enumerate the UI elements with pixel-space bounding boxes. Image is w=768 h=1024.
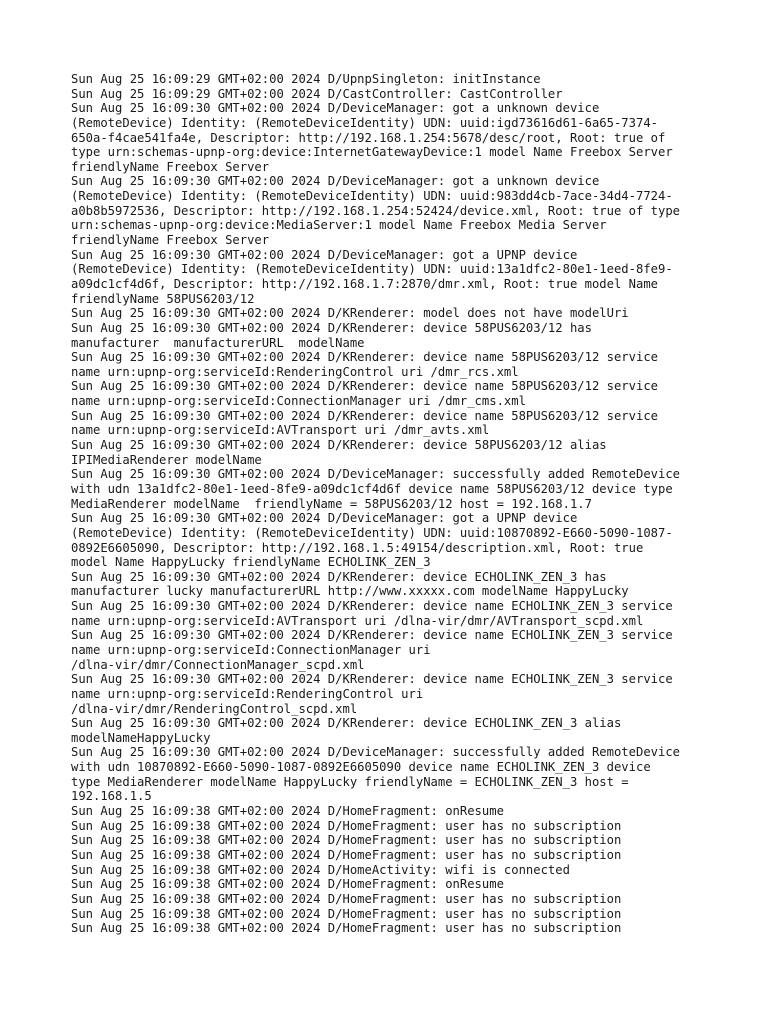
log-line: Sun Aug 25 16:09:38 GMT+02:00 2024 D/HomeFragment: user has no subscription	[71, 921, 622, 936]
log-line: name urn:upnp-org:serviceId:RenderingControl uri /dmr_rcs.xml	[71, 364, 519, 379]
log-line: urn:schemas-upnp-org:device:MediaServer:1 model Name Freebox Media Server	[71, 218, 607, 233]
log-line: Sun Aug 25 16:09:30 GMT+02:00 2024 D/KRenderer: device name 58PUS6203/12 service	[71, 379, 658, 394]
log-line: with udn 13a1dfc2-80e1-1eed-8fe9-a09dc1cf4d6f device name 58PUS6203/12 device type	[71, 481, 673, 496]
log-line: Sun Aug 25 16:09:30 GMT+02:00 2024 D/KRenderer: device name ECHOLINK_ZEN_3 service	[71, 599, 673, 614]
log-line: (RemoteDevice) Identity: (RemoteDeviceIdentity) UDN: uuid:13a1dfc2-80e1-1eed-8fe9-	[71, 262, 673, 277]
log-line: Sun Aug 25 16:09:38 GMT+02:00 2024 D/HomeFragment: user has no subscription	[71, 833, 622, 848]
log-line: Sun Aug 25 16:09:30 GMT+02:00 2024 D/KRenderer: device ECHOLINK_ZEN_3 alias	[71, 716, 622, 731]
log-line: 192.168.1.5	[71, 789, 152, 804]
log-line: Sun Aug 25 16:09:30 GMT+02:00 2024 D/KRenderer: device name ECHOLINK_ZEN_3 service	[71, 672, 673, 687]
log-line: modelNameHappyLucky	[71, 730, 211, 745]
log-line: Sun Aug 25 16:09:29 GMT+02:00 2024 D/CastController: CastController	[71, 86, 563, 101]
log-line: name urn:upnp-org:serviceId:RenderingControl uri	[71, 686, 424, 701]
log-line: manufacturer manufacturerURL modelName	[71, 335, 365, 350]
log-line: Sun Aug 25 16:09:38 GMT+02:00 2024 D/HomeFragment: onResume	[71, 877, 504, 892]
log-line: Sun Aug 25 16:09:30 GMT+02:00 2024 D/KRenderer: device name ECHOLINK_ZEN_3 service	[71, 628, 673, 643]
log-line: 650a-f4cae541fa4e, Descriptor: http://192.168.1.254:5678/desc/root, Root: true of	[71, 130, 666, 145]
log-line: Sun Aug 25 16:09:30 GMT+02:00 2024 D/DeviceManager: got a UPNP device	[71, 511, 578, 526]
log-line: Sun Aug 25 16:09:30 GMT+02:00 2024 D/DeviceManager: got a unknown device	[71, 101, 600, 116]
log-line: name urn:upnp-org:serviceId:AVTransport uri /dlna-vir/dmr/AVTransport_scpd.xml	[71, 613, 644, 628]
log-line: manufacturer lucky manufacturerURL http://www.xxxxx.com modelName HappyLucky	[71, 584, 629, 599]
log-line: Sun Aug 25 16:09:30 GMT+02:00 2024 D/DeviceManager: got a unknown device	[71, 174, 600, 189]
log-line: 0892E6605090, Descriptor: http://192.168.1.5:49154/description.xml, Root: true	[71, 540, 644, 555]
log-line: (RemoteDevice) Identity: (RemoteDeviceIdentity) UDN: uuid:983dd4cb-7ace-34d4-7724-	[71, 189, 673, 204]
log-line: friendlyName 58PUS6203/12	[71, 291, 255, 306]
log-line: Sun Aug 25 16:09:38 GMT+02:00 2024 D/HomeFragment: user has no subscription	[71, 847, 622, 862]
log-line: Sun Aug 25 16:09:38 GMT+02:00 2024 D/HomeFragment: user has no subscription	[71, 818, 622, 833]
log-line: name urn:upnp-org:serviceId:ConnectionManager uri	[71, 642, 431, 657]
log-line: /dlna-vir/dmr/ConnectionManager_scpd.xml	[71, 657, 365, 672]
log-line: friendlyName Freebox Server	[71, 233, 270, 248]
log-line: Sun Aug 25 16:09:30 GMT+02:00 2024 D/KRenderer: model does not have modelUri	[71, 306, 629, 321]
log-line: IPIMediaRenderer modelName	[71, 452, 262, 467]
log-line: Sun Aug 25 16:09:38 GMT+02:00 2024 D/HomeFragment: onResume	[71, 804, 504, 819]
log-line: type urn:schemas-upnp-org:device:InternetGatewayDevice:1 model Name Freebox Server	[71, 145, 673, 160]
log-line: (RemoteDevice) Identity: (RemoteDeviceIdentity) UDN: uuid:10870892-E660-5090-1087-	[71, 525, 673, 540]
log-line: Sun Aug 25 16:09:30 GMT+02:00 2024 D/KRenderer: device ECHOLINK_ZEN_3 has	[71, 569, 607, 584]
log-line: Sun Aug 25 16:09:30 GMT+02:00 2024 D/KRenderer: device 58PUS6203/12 has	[71, 320, 592, 335]
log-line: with udn 10870892-E660-5090-1087-0892E6605090 device name ECHOLINK_ZEN_3 device	[71, 760, 651, 775]
log-line: type MediaRenderer modelName HappyLucky friendlyName = ECHOLINK_ZEN_3 host =	[71, 774, 629, 789]
log-line: Sun Aug 25 16:09:30 GMT+02:00 2024 D/DeviceManager: successfully added RemoteDevice	[71, 467, 681, 482]
log-line: Sun Aug 25 16:09:30 GMT+02:00 2024 D/KRenderer: device name 58PUS6203/12 service	[71, 408, 658, 423]
log-line: name urn:upnp-org:serviceId:ConnectionManager uri /dmr_cms.xml	[71, 394, 526, 409]
log-line: a0b8b5972536, Descriptor: http://192.168.1.254:52424/device.xml, Root: true of type	[71, 203, 681, 218]
log-line: a09dc1cf4d6f, Descriptor: http://192.168.1.7:2870/dmr.xml, Root: true model Name	[71, 276, 658, 291]
log-line: Sun Aug 25 16:09:29 GMT+02:00 2024 D/UpnpSingleton: initInstance	[71, 72, 541, 86]
log-line: /dlna-vir/dmr/RenderingControl_scpd.xml	[71, 701, 358, 716]
log-line: Sun Aug 25 16:09:38 GMT+02:00 2024 D/HomeFragment: user has no subscription	[71, 906, 622, 921]
log-line: Sun Aug 25 16:09:38 GMT+02:00 2024 D/HomeActivity: wifi is connected	[71, 862, 570, 877]
log-text-block	[71, 72, 711, 936]
log-line: Sun Aug 25 16:09:30 GMT+02:00 2024 D/KRenderer: device 58PUS6203/12 alias	[71, 438, 607, 453]
log-line: name urn:upnp-org:serviceId:AVTransport uri /dmr_avts.xml	[71, 423, 490, 438]
log-line: Sun Aug 25 16:09:30 GMT+02:00 2024 D/DeviceManager: successfully added RemoteDevice	[71, 745, 681, 760]
log-line: friendlyName Freebox Server	[71, 159, 270, 174]
log-line: Sun Aug 25 16:09:38 GMT+02:00 2024 D/HomeFragment: user has no subscription	[71, 891, 622, 906]
log-line: Sun Aug 25 16:09:30 GMT+02:00 2024 D/KRenderer: device name 58PUS6203/12 service	[71, 350, 658, 365]
log-line: MediaRenderer modelName friendlyName = 58PUS6203/12 host = 192.168.1.7	[71, 496, 592, 511]
log-line: model Name HappyLucky friendlyName ECHOLINK_ZEN_3	[71, 555, 431, 570]
log-line: (RemoteDevice) Identity: (RemoteDeviceIdentity) UDN: uuid:igd73616d61-6a65-7374-	[71, 115, 658, 130]
log-line: Sun Aug 25 16:09:30 GMT+02:00 2024 D/DeviceManager: got a UPNP device	[71, 247, 578, 262]
